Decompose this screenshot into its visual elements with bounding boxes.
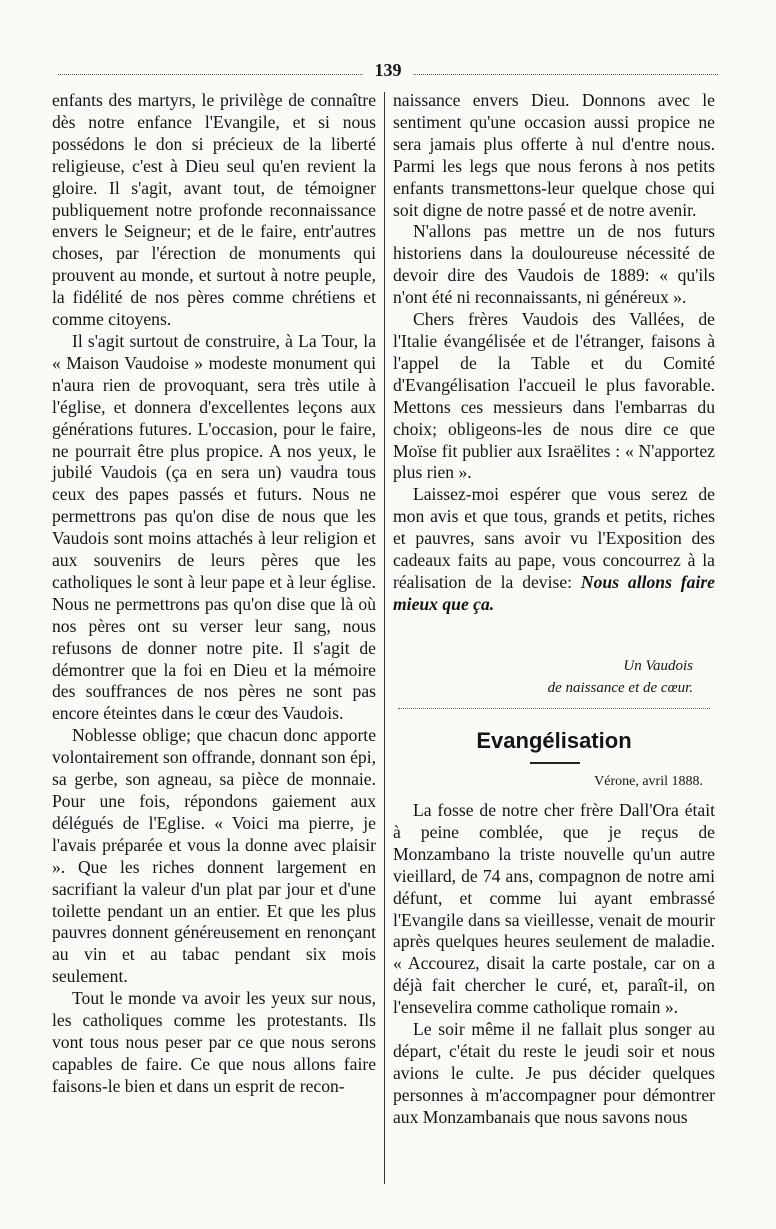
paragraph: N'allons pas mettre un de nos futurs historiens dans la douloureuse nécessité de devoir dire des Vaudois de 1889: « qu'ils n'ont été ni reconnaissants, ni généreux ». bbox=[393, 221, 715, 308]
paragraph-text: Laissez-moi espérer que vous serez de mon avis et que tous, grands et petits, riches et pauvres, sans avoir vu l'Exposition des cadeaux faits au pape, vous concourrez à la réalisation de la devise: bbox=[393, 484, 715, 592]
paragraph-with-motto bbox=[393, 484, 715, 615]
section-separator bbox=[398, 708, 710, 709]
paragraph: enfants des martyrs, le privilège de connaître dès notre enfance l'Evangile, et si nous possédons le don si précieux de la liberté religieuse, c'est à Dieu seul qu'en revient la gloire. Il s'agit, avant tout, de témoigner publiquement notre profonde reconnaissance envers le Seigneur; et de le faire, entr'autres choses, par l'érection de monuments qui prouvent au monde, et surtout à notre peuple, la fidélité de nos pères comme chrétiens et comme citoyens. bbox=[52, 90, 376, 330]
header-rule-right bbox=[413, 74, 718, 75]
right-column bbox=[393, 90, 715, 616]
page-number: 139 bbox=[374, 60, 402, 80]
section-title: Evangélisation bbox=[476, 728, 632, 753]
column-divider bbox=[384, 92, 385, 1184]
motto: Nous allons faire mieux que ça. bbox=[393, 571, 715, 614]
paragraph: Le soir même il ne fallait plus songer au départ, c'était du reste le jeudi soir et nous avions le culte. Je pus décider quelques personnes à m'accompagner pour démontrer aux Monzambanais que nous savons nous bbox=[393, 1019, 715, 1127]
section-body bbox=[393, 800, 715, 1129]
left-column bbox=[52, 90, 376, 1098]
paragraph: Il s'agit surtout de construire, à La Tour, la « Maison Vaudoise » modeste monument qui n'aura rien de provoquant, sera très utile à l'église, et donnera d'excellentes leçons aux générations futures. L'occasion, pour le faire, ne pourrait être plus propice. A nos yeux, le jubilé Vaudois (ça en sera un) vaudra tous ceux des papes passés et futurs. Nous ne permettrons pas qu'on dise de nous que les Vaudois sont moins attachés à leur religion et aux souvenirs de leurs pères que les catholiques le sont à leur pape et à leur église. Nous ne permettrons pas qu'on dise que là où nos pères ont su verser leur sang, nous refusons de donner notre pite. Il s'agit de démontrer que la foi en Dieu et la mémoire des souffrances de nos pères ne sont pas encore éteintes dans le cœur des Vaudois. bbox=[52, 330, 376, 724]
paragraph: Noblesse oblige; que chacun donc apporte volontairement son offrande, donnant son épi, sa gerbe, son agneau, sa pièce de monnaie. Pour une fois, répondons gaiement aux délégués de l'Eglise. « Voici ma pierre, je l'avais préparée et vous la donne avec plaisir ». Que les riches donnent largement en sacrifiant la valeur d'un plat par jour et d'une toilette pendant un an entier. Et que les plus pauvres donnent généreusement en renonçant au vin et au tabac pendant six mois seulement. bbox=[52, 725, 376, 987]
dateline: Vérone, avril 1888. bbox=[594, 774, 703, 789]
paragraph: Chers frères Vaudois des Vallées, de l'Italie évangélisée et de l'étranger, faisons à l'appel de la Table et du Comité d'Evangélisation l'accueil le plus favorable. Mettons ces messieurs dans l'embarras du choix; obligeons-les de nous dire ce que Moïse fit publier aux Israëlites : « N'apportez plus rien ». bbox=[393, 309, 715, 483]
page-header bbox=[58, 60, 718, 86]
header-rule-left bbox=[58, 74, 363, 75]
signature-line-1: Un Vaudois bbox=[623, 658, 693, 674]
title-underline bbox=[530, 762, 580, 764]
paragraph: La fosse de notre cher frère Dall'Ora était à peine comblée, que je reçus de Monzambano la triste nouvelle qu'un autre vieillard, de 74 ans, compagnon de notre ami défunt, et comme lui ayant embrassé l'Evangile dans sa vieillesse, venait de mourir après quelques heures seulement de maladie. « Accourez, disait la carte postale, car on a déjà fait chercher le curé, et, paraît-il, on l'ensevelira comme catholique romain ». bbox=[393, 800, 715, 1018]
paragraph: Tout le monde va avoir les yeux sur nous, les catholiques comme les protestants. Ils vont tous nous peser par ce que nous serons capables de faire. Ce que nous allons faire faisons-le bien et dans un esprit de recon- bbox=[52, 988, 376, 1096]
signature-line-2: de naissance et de cœur. bbox=[547, 680, 693, 696]
paragraph: naissance envers Dieu. Donnons avec le sentiment qu'une occasion aussi propice ne sera jamais plus offerte à nul d'entre nous. Parmi les legs que nous ferons à nos petits enfants transmettons-leur quelque chose qui soit digne de notre passé et de notre avenir. bbox=[393, 90, 715, 220]
